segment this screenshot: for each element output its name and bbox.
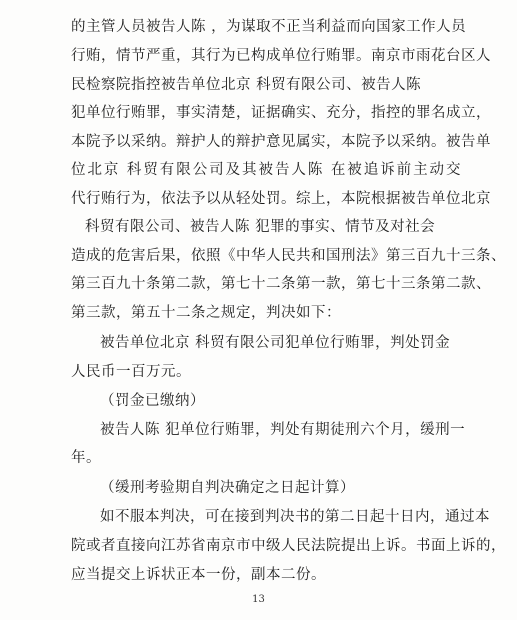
verdict-line: 年。	[71, 450, 101, 466]
body-text-line: 本院予以采纳。辩护人的辩护意见属实，本院予以采纳。被告单	[71, 134, 491, 150]
body-text-line: 第三款，第五十二条之规定，判决如下：	[71, 305, 341, 321]
appeal-line: 如不服本判决，可在接到判决书的第二日起十日内，通过本	[100, 509, 490, 525]
verdict-line: 人民币一百万元。	[71, 364, 191, 380]
verdict-note: （缓刑考验期自判决确定之日起计算）	[100, 480, 355, 496]
body-text-line: 第三百九十条第二款，第七十二条第一款，第七十三条第二款、	[71, 276, 491, 292]
verdict-line: 被告人陈 犯单位行贿罪，判处有期徒刑六个月，缓刑一	[100, 422, 466, 438]
appeal-line: 院或者直接向江苏省南京市中级人民法院提出上诉。书面上诉的，	[71, 538, 506, 554]
body-text-line: 的主管人员被告人陈 ，为谋取不正当利益而向国家工作人员	[71, 19, 467, 35]
body-text-line: 犯单位行贿罪，事实清楚，证据确实、充分，指控的罪名成立，	[71, 105, 491, 121]
verdict-line: 被告单位北京 科贸有限公司犯单位行贿罪，判处罚金	[100, 335, 451, 351]
body-text-line: 民检察院指控被告单位北京 科贸有限公司、被告人陈	[71, 77, 422, 93]
body-text-line: 代行贿行为，依法予以从轻处罚。综上，本院根据被告单位北京	[71, 191, 491, 207]
body-text-line: 科贸有限公司、被告人陈 犯罪的事实、情节及对社会	[85, 219, 436, 235]
appeal-line: 应当提交上诉状正本一份，副本二份。	[71, 567, 326, 583]
verdict-note: （罚金已缴纳）	[100, 393, 205, 409]
body-text-line: 位北京 科贸有限公司及其被告人陈 在被追诉前主动交	[71, 162, 461, 178]
body-text-line: 造成的危害后果，依照《中华人民共和国刑法》第三百九十三条、	[71, 248, 506, 264]
body-text-line: 行贿，情节严重，其行为已构成单位行贿罪。南京市雨花台区人	[71, 48, 491, 64]
page-number: 13	[252, 594, 265, 605]
